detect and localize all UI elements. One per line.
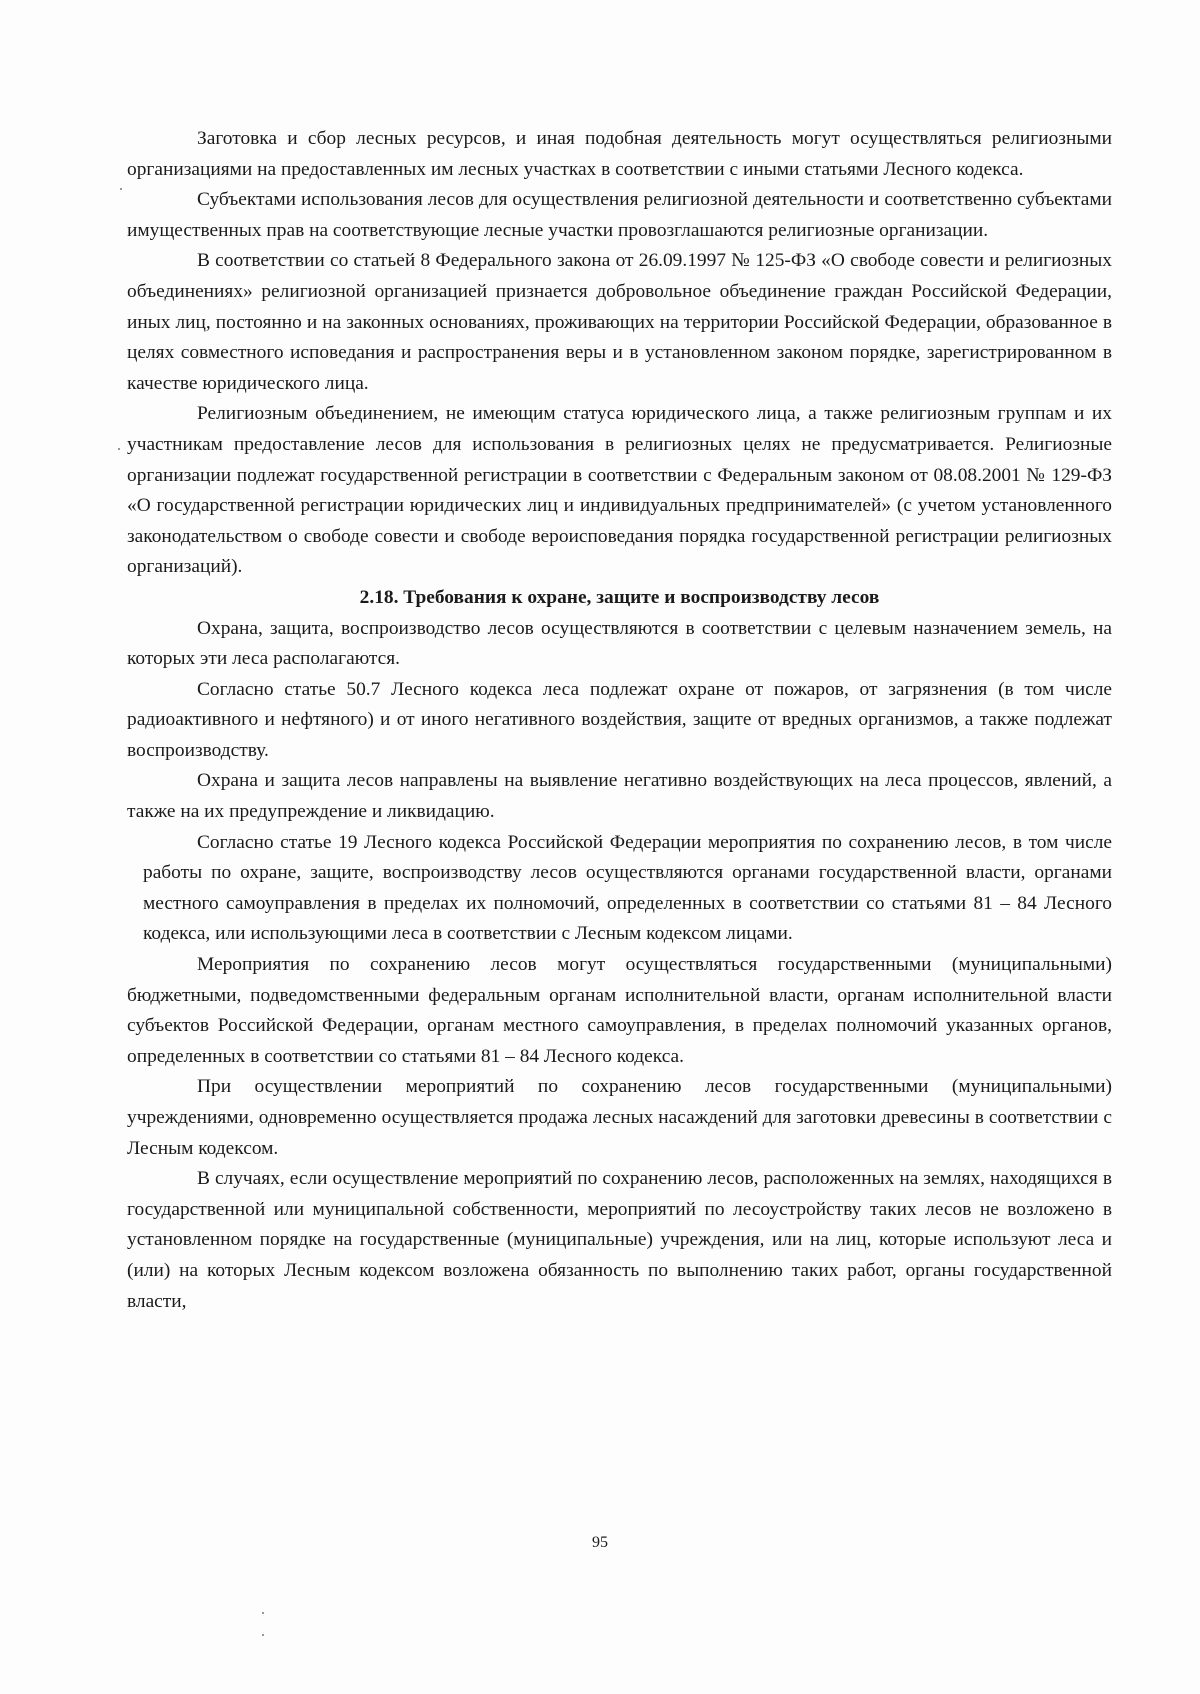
paragraph: Охрана, защита, воспроизводство лесов осуществляются в соответствии с целевым назначением земель, на которых эти леса располагаются.	[127, 617, 1112, 670]
paragraph: Заготовка и сбор лесных ресурсов, и иная подобная деятельность могут осуществляться религиозными организациями на предоставленных им лесных участках в соответствии с иными статьями Лесного кодекса.	[127, 128, 1112, 180]
scan-speck	[120, 188, 122, 190]
scan-speck	[262, 1634, 264, 1636]
paragraph: Мероприятия по сохранению лесов могут осуществляться государственными (муниципальными) бюджетными, подведомственными федеральным органам исполнительной власти, органам исполнительной власти субъектов Российской Федерации, органам местного самоуправления, в пределах полномочий указанных органов, определенных в соответствии со статьями 81 – 84 Лесного кодекса.	[127, 954, 1112, 1067]
paragraph: Субъектами использования лесов для осуществления религиозной деятельности и соответственно субъектами имущественных прав на соответствующие лесные участки провозглашаются религиозные организации.	[127, 189, 1112, 241]
scan-speck	[118, 448, 120, 450]
paragraph: Религиозным объединением, не имеющим статуса юридического лица, а также религиозным группам и их участникам предоставление лесов для использования в религиозных целях не предусматривается. Религиозные организации подлежат государственной регистрации в соответствии с Федеральным законом от 08.08.2001 № 129-ФЗ «О государственной регистрации юридических лиц и индивидуальных предпринимателей» (с учетом установленного законодательством о свободе совести и свободе вероисповедания порядка государственной регистрации религиозных организаций).	[127, 403, 1112, 578]
paragraph: Охрана и защита лесов направлены на выявление негативно воздействующих на леса процессов, явлений, а также на их предупреждение и ликвидацию.	[127, 770, 1112, 823]
paragraph: Согласно статье 19 Лесного кодекса Российской Федерации мероприятия по сохранению лесов, в том числе работы по охране, защите, воспроизводству лесов осуществляются органами государственной власти, органами местного самоуправления в пределах их полномочий, определенных в соответствии со статьями 81 – 84 Лесного кодекса, или использующими леса в соответствии с Лесным кодексом лицами.	[143, 831, 1112, 945]
scan-speck	[262, 1612, 264, 1614]
paragraph: В случаях, если осуществление мероприятий по сохранению лесов, расположенных на землях, находящихся в государственной или муниципальной собственности, мероприятий по лесоустройству таких лесов не возложено в установленном порядке на государственные (муниципальные) учреждения, или на лиц, которые используют леса и (или) на которых Лесным кодексом возложена обязанность по выполнению таких работ, органы государственной власти,	[127, 1168, 1112, 1312]
document-body	[127, 124, 1112, 1317]
section-heading: 2.18. Требования к охране, защите и воспроизводству лесов	[359, 586, 880, 608]
paragraph: Согласно статье 50.7 Лесного кодекса леса подлежат охране от пожаров, от загрязнения (в том числе радиоактивного и нефтяного) и от иного негативного воздействия, защите от вредных организмов, а также подлежат воспроизводству.	[127, 678, 1112, 761]
paragraph: При осуществлении мероприятий по сохранению лесов государственными (муниципальными) учреждениями, одновременно осуществляется продажа лесных насаждений для заготовки древесины в соответствии с Лесным кодексом.	[127, 1076, 1112, 1159]
paragraph: В соответствии со статьей 8 Федерального закона от 26.09.1997 № 125-ФЗ «О свободе совести и религиозных объединениях» религиозной организацией признается добровольное объединение граждан Российской Федерации, иных лиц, постоянно и на законных основаниях, проживающих на территории Российской Федерации, образованное в целях совместного исповедания и распространения веры и в установленном законом порядке, зарегистрированном в качестве юридического лица.	[127, 250, 1112, 394]
page-number: 95	[592, 1534, 608, 1551]
